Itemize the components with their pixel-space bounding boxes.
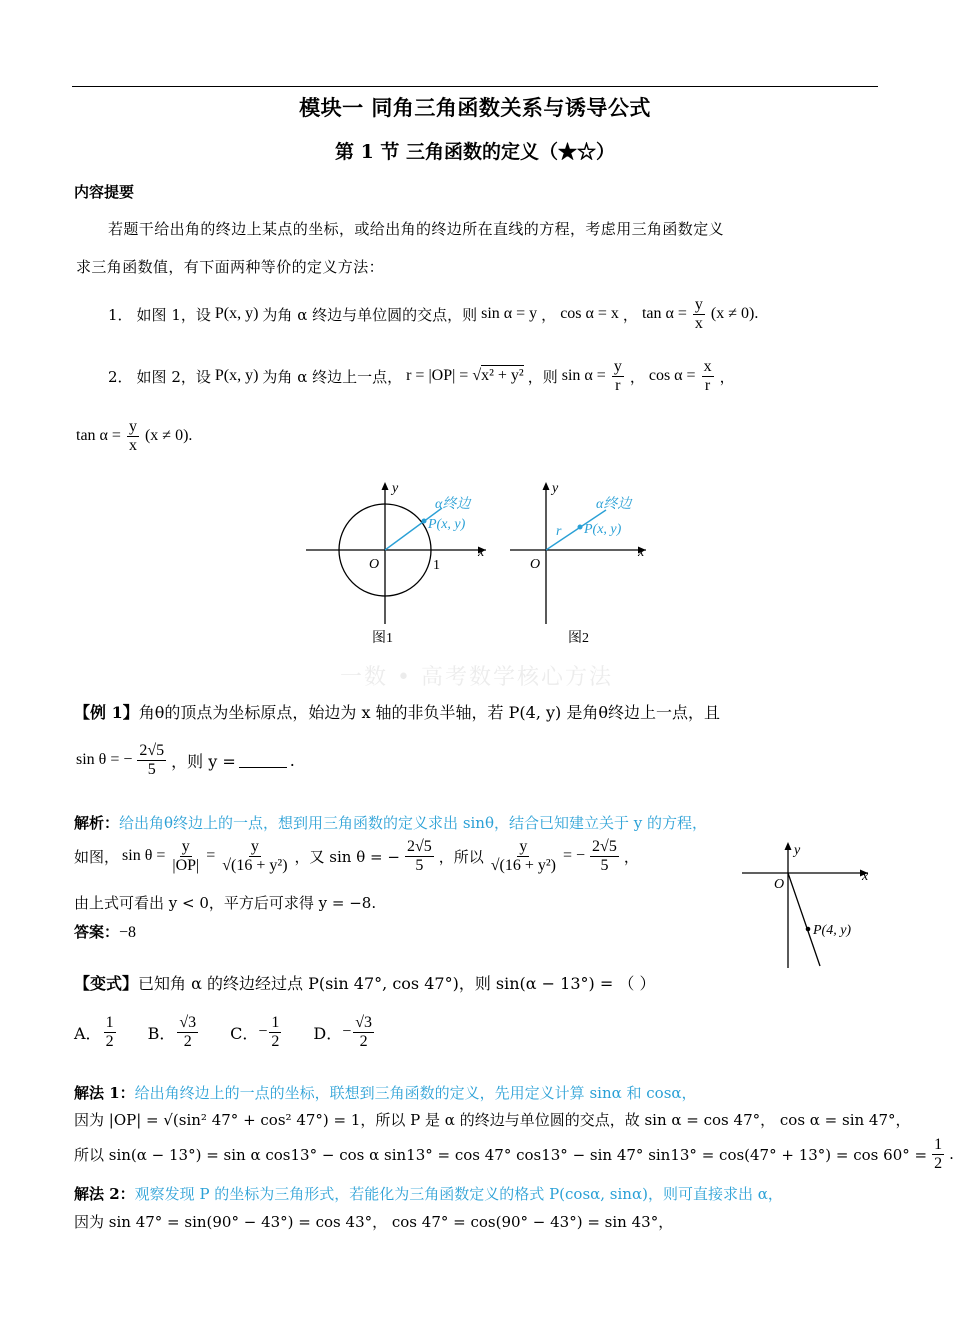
item-number: 1． [108,305,133,324]
solution-2-hint [74,1183,783,1204]
header-rule [72,86,878,87]
solution-1-hint [74,1082,697,1103]
axis-x-label: x [478,545,485,560]
terminal-side-label: α终边 [435,497,471,512]
fraction: $\frac{1}{2}$ [934,1136,943,1172]
solution-hint: 观察发现 P 的坐标为三角形式，若能化为三角函数定义的格式 P(cosα, sinα)，则可直接求出 α， [134,1185,783,1203]
definition-item-2: 2． 如图 2，设 P(x, y) 为角 α 终边上一点， r = |OP| = √x² + y² ，则 sin α = $\frac{y}{r}$ ， cos α = $\frac{x}{r}$ ， [108,358,735,394]
axis-y-label: y [552,481,559,496]
intro-line-1: 若题干给出角的终边上某点的坐标，或给出角的终边所在直线的方程，考虑用三角函数定义 [108,220,725,238]
fraction: $\frac{2√5}{5}$ [592,838,617,874]
axis-y-label: y [392,481,399,496]
answer-blank [239,753,287,768]
tan-formula: tan α = [76,427,121,445]
variant-statement [74,971,655,994]
solution-label: 解法 2： [74,1185,135,1203]
fraction: $\frac{y}{|OP|}$ [172,838,200,874]
variant-options [74,1014,376,1050]
axis-y-label: y [794,843,801,858]
analysis-hint: 给出角θ终边上的一点，想到用三角函数的定义求出 sinθ，结合已知建立关于 y 的方程， [119,814,708,832]
item-text: 为角 α 终边上一点， [262,367,403,386]
sin-formula: sin α = y [481,305,538,323]
option-b[interactable]: B． $\frac{√3}{2}$ [147,1014,197,1050]
point-p: P(x, y) [214,367,259,385]
item-text: 为角 α 终边与单位圆的交点，则 [262,305,478,324]
example-1-analysis-line-3: 由上式可看出 y < 0，平方后可求得 y = −8. [74,894,377,912]
cos-fraction: $\frac{x}{r}$ [703,358,712,394]
tan-condition: (x ≠ 0). [710,305,759,323]
answer-value: −8 [119,924,137,941]
fraction: $\frac{y}{\text{√(16 + y²)}}$ [222,838,288,874]
sin-formula: sin α = [561,367,606,385]
tan-fraction: $\frac{y}{x}$ [694,296,703,332]
sqrt-expression: √x² + y² [472,367,524,385]
variant-text: 已知角 α 的终边经过点 P(sin 47°, cos 47°)，则 sin(α − 13°) = （ ） [138,974,656,993]
analysis-label: 解析： [74,814,120,832]
item-text: 如图 1，设 [136,305,211,324]
axis-x-label: x [862,869,869,884]
terminal-side-label: α终边 [596,497,632,512]
example-1-analysis-hint [74,812,707,833]
option-a[interactable]: A． $\frac{1}{2}$ [74,1014,114,1050]
origin-label: O [530,557,541,572]
point-p: P(x, y) [214,305,259,323]
point-p-label: P(4, y) [813,923,852,938]
r-formula: r = |OP| = [406,367,469,385]
example-1-figure [738,840,878,970]
answer-label: 答案： [74,923,120,941]
option-c[interactable]: C． − $\frac{1}{2}$ [230,1014,280,1050]
solution-1-line-3: 所以 sin(α − 13°) = sin α cos13° − cos α sin13° = cos 47° cos13° − sin 47° sin13° = cos(47° + 13°) = cos 60° = $\frac{1}{2}$ . [74,1136,954,1172]
tan-fraction: $\frac{y}{x}$ [128,418,137,454]
unit-one-label: 1 [433,558,440,573]
solution-2-line-2: 因为 sin 47° = sin(90° − 43°) = cos 43°， cos 47° = cos(90° − 43°) = sin 43°， [74,1213,674,1231]
module-title: 模块一 同角三角函数关系与诱导公式 [299,95,651,120]
origin-label: O [369,557,380,572]
intro-line-2: 求三角函数值，有下面两种等价的定义方法： [76,258,385,276]
solution-hint: 给出角终边上的一点的坐标，联想到三角函数的定义，先用定义计算 sinα 和 cosα， [134,1084,697,1102]
watermark: 一数 • 高考数学核心方法 [340,665,613,690]
cos-formula: cos α = x [560,305,619,323]
axis-x-label: x [638,545,645,560]
section-title: 第 1 节 三角函数的定义（★☆） [334,141,616,163]
example-1-analysis-line-2: 如图， sin θ = $\frac{y}{|OP|}$ = $\frac{y}{\text{√(16 + y²)}}$ ，又 sin θ = − $\frac{2√5}{5}$ ，所以 $\frac{y}{\text{√(16 + y²)}}$ = − $\frac{2√5}{5}$ ， [74,838,639,874]
r-label: r [556,524,562,539]
option-d[interactable]: D． − $\frac{√3}{2}$ [313,1014,373,1050]
example-text: 角θ的顶点为坐标原点，始边为 x 轴的非负半轴，若 P(4, y) 是角θ终边上一点，且 [138,703,720,722]
definition-item-1: 1． 如图 1，设 P(x, y) 为角 α 终边与单位圆的交点，则 sin α = y ， cos α = x ， tan α = $\frac{y}{x}$ (x ≠ 0). [108,296,759,332]
variant-tag: 【变式】 [74,974,139,993]
example-1-condition: sin θ = − $\frac{2√5}{5}$ ，则 y = . [76,742,295,778]
solution-1-line-2: 因为 |OP| = √(sin² 47° + cos² 47°) = 1，所以 P 是 α 的终边与单位圆的交点，故 sin α = cos 47°， cos α = sin 47°， [74,1111,911,1129]
figure-2-caption: 图2 [568,631,589,646]
example-1-answer [74,921,136,942]
example-tag: 【例 1】 [74,703,139,722]
example-1-statement [74,700,720,723]
figure-1-unit-circle [300,478,500,653]
tan-definition-2 [76,418,192,454]
fraction: $\frac{2√5}{5}$ [406,838,432,874]
item-text: ，则 [527,367,558,386]
figure-2-terminal-point [506,478,666,653]
tan-formula: tan α = [641,305,687,323]
item-text: 如图 2，设 [136,367,211,386]
fraction: $\frac{y}{\text{√(16 + y²)}}$ [490,838,556,874]
cos-formula: cos α = [648,367,696,385]
solution-label: 解法 1： [74,1084,135,1102]
item-number: 2． [108,367,133,386]
sin-fraction: $\frac{y}{r}$ [613,358,622,394]
point-p-label: P(x, y) [584,522,622,537]
origin-label: O [774,877,785,892]
sin-theta-formula: sin θ = − [76,751,133,769]
summary-heading: 内容提要 [74,183,135,201]
tan-condition: (x ≠ 0). [144,427,193,445]
example-text: ，则 y = [171,751,236,771]
figure-1-caption: 图1 [372,631,393,646]
point-p-label: P(x, y) [428,517,466,532]
sin-theta-fraction: $\frac{2√5}{5}$ [139,742,165,778]
